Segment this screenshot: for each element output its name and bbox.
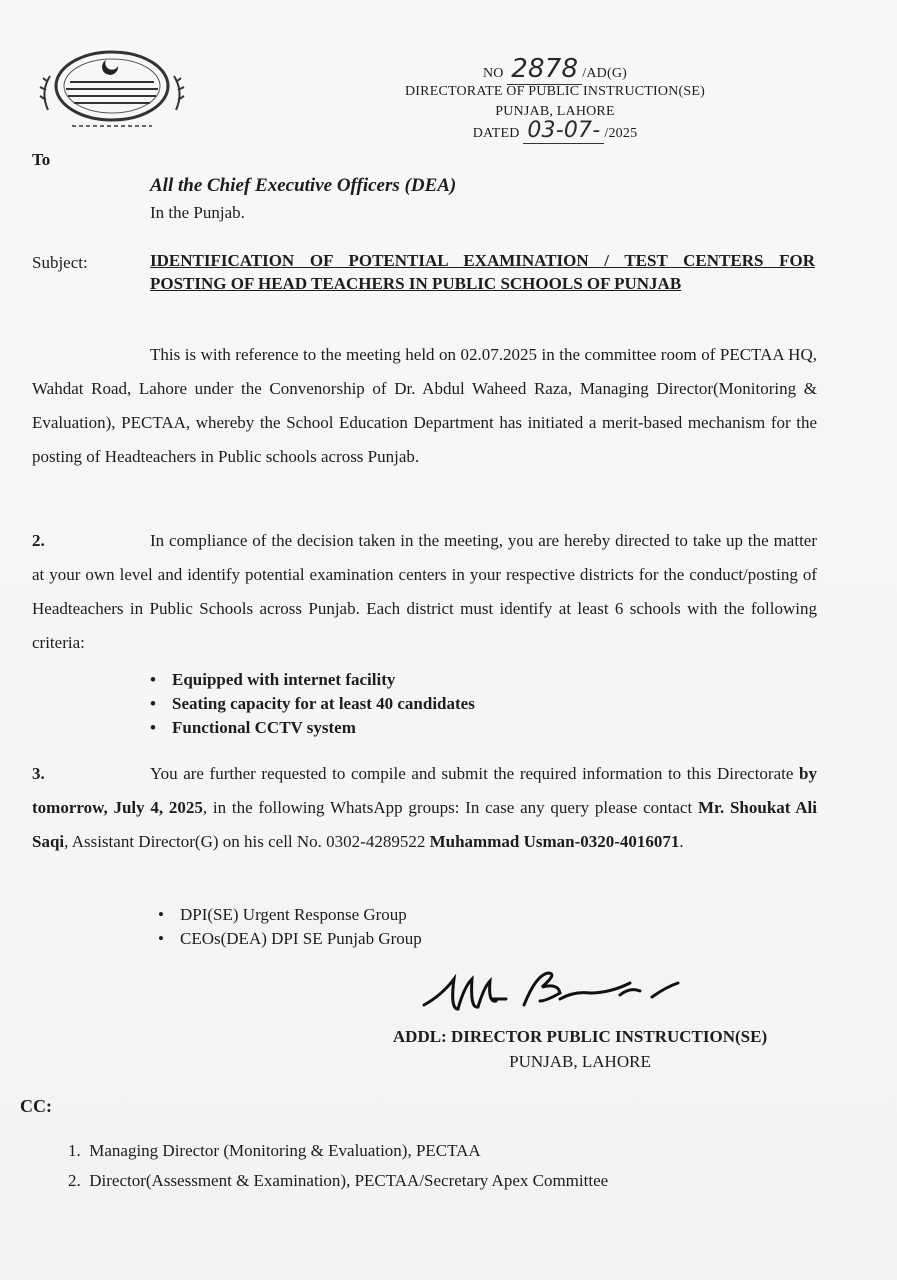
to-label: To (32, 150, 51, 169)
cc-list (68, 1136, 608, 1196)
group-item: • CEOs(DEA) DPI SE Punjab Group (158, 927, 422, 951)
whatsapp-groups-list (158, 903, 422, 951)
criteria-list (150, 668, 475, 740)
recipient-place: In the Punjab. (150, 203, 245, 222)
punjab-government-logo (32, 40, 192, 140)
handwritten-letter-number: 2878 (507, 54, 582, 85)
letter-date: DATED 03-07- /2025 (472, 118, 638, 143)
group-item: • DPI(SE) Urgent Response Group (158, 903, 422, 927)
criteria-item: • Equipped with internet facility (150, 668, 475, 692)
signatory-title: ADDL: DIRECTOR PUBLIC INSTRUCTION(SE) (392, 1027, 768, 1046)
cc-item: 2. Director(Assessment & Examination), PECTAA/Secretary Apex Committee (68, 1171, 609, 1190)
directorate-name: DIRECTORATE OF PUBLIC INSTRUCTION(SE) (405, 84, 705, 99)
signatory-place: PUNJAB, LAHORE (509, 1052, 651, 1071)
paragraph-2: 2. In compliance of the decision taken in the meeting, you are hereby directed to take up the matter at your own level and identify potential examination centers in your respective districts for the conduct/posting of Headteachers in Public Schools across Punjab. Each district must identify at least 6 schools with the following criteria: (32, 531, 817, 652)
cc-label: CC: (20, 1096, 52, 1116)
subject-label: Subject: (32, 253, 88, 272)
handwritten-date: 03-07- (523, 118, 604, 144)
subject: IDENTIFICATION OF POTENTIAL EXAMINATION / TEST CENTERS FOR POSTING OF HEAD TEACHERS IN PUBLIC SCHOOLS OF PUNJAB (150, 251, 815, 293)
handwritten-signature (420, 965, 700, 1020)
directorate-place: PUNJAB, LAHORE (495, 104, 615, 119)
paragraph-3: 3. You are further requested to compile and submit the required information to this Directorate by tomorrow, July 4, 2025, in the following WhatsApp groups: In case any query please contact Mr. Shoukat Ali Saqi, Assistant Director(G) on his cell No. 0302-4289522 Muhammad Usman-0320-4016071. (32, 764, 817, 851)
criteria-item: • Functional CCTV system (150, 716, 475, 740)
paragraph-1: This is with reference to the meeting held on 02.07.2025 in the committee room of PECTAA HQ, Wahdat Road, Lahore under the Convenorship of Dr. Abdul Waheed Raza, Managing Director(Monitoring & Evaluation), PECTAA, whereby the School Education Department has initiated a merit-based mechanism for the posting of Headteachers in Public schools across Punjab. (32, 345, 817, 466)
letter-number: NO 2878 /AD(G) (482, 54, 628, 84)
recipient: All the Chief Executive Officers (DEA) (150, 175, 457, 196)
criteria-item: • Seating capacity for at least 40 candidates (150, 692, 475, 716)
cc-item: 1. Managing Director (Monitoring & Evaluation), PECTAA (68, 1141, 481, 1160)
signatory-block (330, 1024, 830, 1074)
